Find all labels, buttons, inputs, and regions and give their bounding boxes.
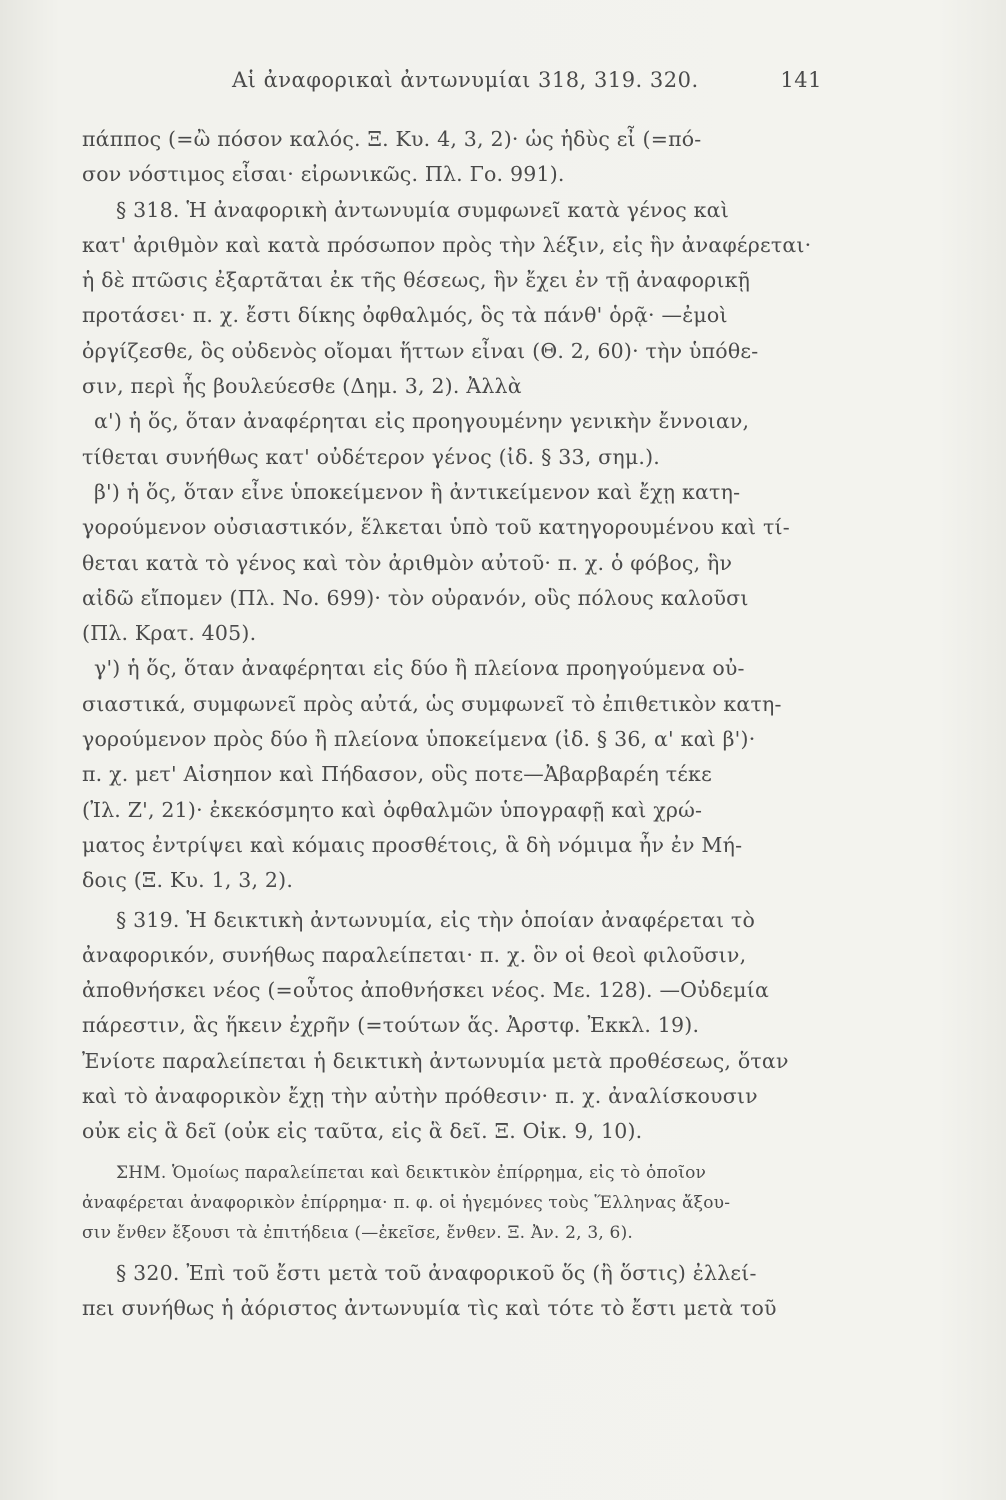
text-line: ἡ δὲ πτῶσις ἐξαρτᾶται ἐκ τῆς θέσεως, ἣν ἔχει ἐν τῇ ἀναφορικῇ [82, 268, 751, 293]
text-line: δοις (Ξ. Κυ. 1, 3, 2). [82, 868, 294, 893]
section-320-start: § 320. Ἐπὶ τοῦ ἔστι μετὰ τοῦ ἀναφορικοῦ ὅς (ἢ ὅστις) ἐλλεί- [116, 1260, 757, 1285]
note-line: ἀναφέρεται ἀναφορικὸν ἐπίρρημα· π. φ. οἱ ἡγεμόνες τοὺς Ἕλληνας ἄξου- [82, 1192, 731, 1213]
text-line: (Ἰλ. Ζ', 21)· ἐκεκόσμητο καὶ ὀφθαλμῶν ὑπογραφῇ καὶ χρώ- [82, 797, 703, 822]
note-block [82, 1158, 830, 1248]
page-number: 141 [780, 68, 822, 92]
item-a: α') ἡ ὅς, ὅταν ἀναφέρηται εἰς προηγουμένην γενικὴν ἔννοιαν, [94, 409, 750, 434]
running-head-title: Αἱ ἀναφορικαὶ ἀντωνυμίαι 318, 319. 320. [232, 68, 699, 92]
text-line: τίθεται συνήθως κατ' οὐδέτερον γένος (ἰδ. § 33, σημ.). [82, 444, 660, 469]
text-line: ἀποθνήσκει νέος (=οὗτος ἀποθνήσκει νέος. Με. 128). —Οὐδεμία [82, 978, 770, 1003]
text-line: προτάσει· π. χ. ἔστι δίκης ὀφθαλμός, ὃς τὰ πάνθ' ὁρᾷ· —ἐμοὶ [82, 303, 728, 328]
text-line: σιν, περὶ ἧς βουλεύεσθε (Δημ. 3, 2). Ἀλλὰ [82, 374, 522, 399]
text-line: γορούμενον πρὸς δύο ἢ πλείονα ὑποκείμενα (ἰδ. § 36, α' καὶ β')· [82, 727, 756, 752]
section-319-start: § 319. Ἡ δεικτικὴ ἀντωνυμία, εἰς τὴν ὁποίαν ἀναφέρεται τὸ [116, 907, 756, 932]
text-line: σιαστικά, συμφωνεῖ πρὸς αὐτά, ὡς συμφωνεῖ τὸ ἐπιθετικὸν κατη- [82, 691, 782, 716]
text-line: ματος ἐντρίψει καὶ κόμαις προσθέτοις, ἃ δὴ νόμιμα ἦν ἐν Μή- [82, 832, 743, 857]
text-line: οὐκ εἰς ἃ δεῖ (οὐκ εἰς ταῦτα, εἰς ἃ δεῖ. Ξ. Οἰκ. 9, 10). [82, 1119, 643, 1144]
text-line: π. χ. μετ' Αἰσηπον καὶ Πήδασον, οὓς ποτε—Ἀβαρβαρέη τέκε [82, 762, 712, 787]
note-line: σιν ἔνθεν ἔξουσι τὰ ἐπιτήδεια (—ἐκεῖσε, ἔνθεν. Ξ. Ἀν. 2, 3, 6). [82, 1222, 634, 1243]
text-line: κατ' ἀριθμὸν καὶ κατὰ πρόσωπον πρὸς τὴν λέξιν, εἰς ἣν ἀναφέρεται· [82, 232, 812, 257]
item-b: β') ἡ ὅς, ὅταν εἶνε ὑποκείμενον ἢ ἀντικείμενον καὶ ἔχῃ κατη- [94, 479, 741, 504]
item-c: γ') ἡ ὅς, ὅταν ἀναφέρηται εἰς δύο ἢ πλείονα προηγούμενα οὐ- [94, 656, 745, 681]
text-line: θεται κατὰ τὸ γένος καὶ τὸν ἀριθμὸν αὐτοῦ· π. χ. ὁ φόβος, ἣν [82, 550, 733, 575]
text-line: αἰδῶ εἴπομεν (Πλ. Νο. 699)· τὸν οὐρανόν, οὓς πόλους καλοῦσι [82, 585, 749, 610]
text-line: πάρεστιν, ἃς ἥκειν ἐχρῆν (=τούτων ἅς. Ἀρστφ. Ἐκκλ. 19). [82, 1013, 700, 1038]
running-head [82, 68, 822, 102]
text-line: (Πλ. Κρατ. 405). [82, 621, 257, 646]
text-line: ἀναφορικόν, συνήθως παραλείπεται· π. χ. ὃν οἱ θεοὶ φιλοῦσιν, [82, 942, 747, 967]
text-line: πει συνήθως ἡ ἀόριστος ἀντωνυμία τὶς καὶ τότε τὸ ἔστι μετὰ τοῦ [82, 1295, 777, 1320]
text-line: καὶ τὸ ἀναφορικὸν ἔχῃ τὴν αὐτὴν πρόθεσιν· π. χ. ἀναλίσκουσιν [82, 1084, 758, 1109]
section-318-start: § 318. Ἡ ἀναφορικὴ ἀντωνυμία συμφωνεῖ κατὰ γένος καὶ [116, 197, 729, 222]
text-line: ὀργίζεσθε, ὃς οὐδενὸς οἴομαι ἥττων εἶναι (Θ. 2, 60)· τὴν ὑπόθε- [82, 338, 759, 363]
text-line: Ἐνίοτε παραλείπεται ἡ δεικτικὴ ἀντωνυμία μετὰ προθέσεως, ὅταν [82, 1048, 789, 1073]
text-line: σον νόστιμος εἶσαι· εἰρωνικῶς. Πλ. Γο. 991). [82, 162, 565, 187]
note-line: ΣΗΜ. Ὁμοίως παραλείπεται καὶ δεικτικὸν ἐπίρρημα, εἰς τὸ ὁποῖον [116, 1162, 707, 1183]
text-line: πάππος (=ὢ πόσον καλός. Ξ. Κυ. 4, 3, 2)· ὡς ἡδὺς εἶ (=πό- [82, 127, 702, 151]
page-body [82, 122, 830, 1326]
text-line: γορούμενον οὐσιαστικόν, ἕλκεται ὑπὸ τοῦ κατηγορουμένου καὶ τί- [82, 515, 790, 540]
